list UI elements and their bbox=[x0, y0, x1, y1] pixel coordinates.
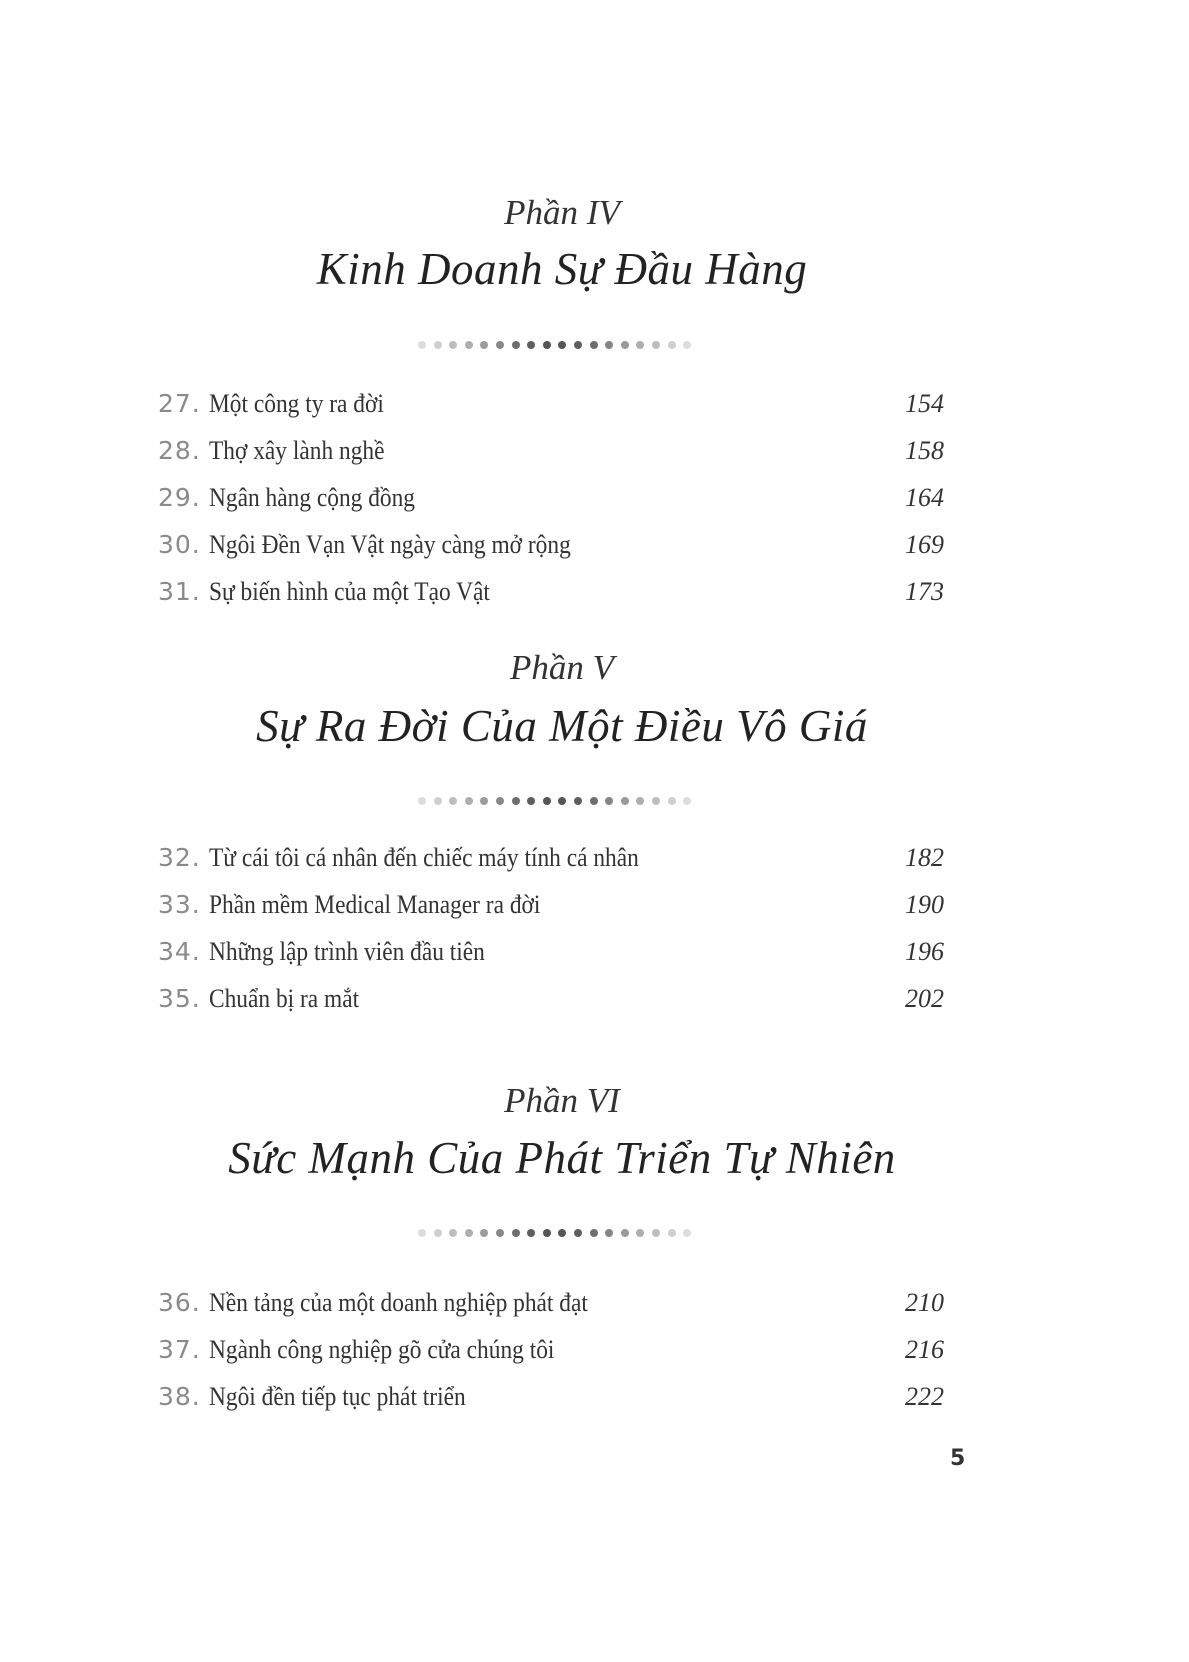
divider-dot bbox=[449, 341, 457, 349]
toc-entry[interactable] bbox=[158, 1373, 944, 1420]
chapter-title: Thợ xây lành nghề bbox=[208, 435, 385, 465]
chapter-page: 158 bbox=[905, 435, 944, 465]
chapter-page: 154 bbox=[905, 388, 944, 418]
divider-dot bbox=[543, 797, 551, 805]
divider-dot bbox=[465, 341, 473, 349]
chapter-number: 37. bbox=[158, 1335, 201, 1364]
toc-entry[interactable] bbox=[158, 521, 944, 568]
chapter-number: 34. bbox=[158, 937, 201, 966]
divider-dot bbox=[465, 1229, 473, 1237]
divider-dot bbox=[449, 797, 457, 805]
chapter-title: Ngành công nghiệp gõ cửa chúng tôi bbox=[208, 1334, 555, 1364]
dot-divider bbox=[418, 1229, 691, 1237]
toc-entry[interactable] bbox=[158, 380, 944, 427]
chapter-page: 173 bbox=[905, 576, 944, 606]
divider-dot bbox=[590, 1229, 598, 1237]
chapter-number: 29. bbox=[158, 483, 201, 512]
chapter-number: 35. bbox=[158, 984, 201, 1013]
part-label: Phần V bbox=[509, 648, 614, 687]
divider-dot bbox=[652, 797, 660, 805]
divider-dot bbox=[590, 797, 598, 805]
chapter-title: Những lập trình viên đầu tiên bbox=[208, 936, 485, 966]
part-title: Sức Mạnh Của Phát Triển Tự Nhiên bbox=[228, 1133, 896, 1183]
part-title: Kinh Doanh Sự Đầu Hàng bbox=[316, 244, 808, 294]
toc-entry[interactable] bbox=[158, 474, 944, 521]
divider-dot bbox=[527, 341, 535, 349]
chapter-title: Ngôi đền tiếp tục phát triển bbox=[208, 1381, 466, 1411]
divider-dot bbox=[683, 797, 691, 805]
divider-dot bbox=[636, 1229, 644, 1237]
divider-dot bbox=[496, 797, 504, 805]
divider-dot bbox=[636, 797, 644, 805]
toc-entry[interactable] bbox=[158, 928, 944, 975]
divider-dot bbox=[668, 797, 676, 805]
chapter-number: 32. bbox=[158, 843, 201, 872]
chapter-page: 190 bbox=[905, 889, 944, 919]
part-label: Phần IV bbox=[504, 193, 620, 232]
divider-dot bbox=[496, 341, 504, 349]
chapter-title: Sự biến hình của một Tạo Vật bbox=[208, 576, 490, 606]
dot-divider bbox=[418, 341, 691, 349]
divider-dot bbox=[512, 341, 520, 349]
chapter-number: 28. bbox=[158, 436, 201, 465]
chapter-number: 36. bbox=[158, 1288, 201, 1317]
divider-dot bbox=[496, 1229, 504, 1237]
divider-dot bbox=[621, 341, 629, 349]
divider-dot bbox=[621, 797, 629, 805]
divider-dot bbox=[480, 1229, 488, 1237]
chapter-page: 222 bbox=[905, 1381, 944, 1411]
page-number: 5 bbox=[950, 1446, 966, 1471]
divider-dot bbox=[574, 797, 582, 805]
chapter-number: 33. bbox=[158, 890, 201, 919]
divider-dot bbox=[512, 797, 520, 805]
chapter-title: Phần mềm Medical Manager ra đời bbox=[208, 889, 541, 919]
chapter-title: Nền tảng của một doanh nghiệp phát đạt bbox=[208, 1287, 588, 1317]
divider-dot bbox=[558, 341, 566, 349]
chapter-number: 38. bbox=[158, 1382, 201, 1411]
divider-dot bbox=[605, 797, 613, 805]
chapter-title: Ngân hàng cộng đồng bbox=[208, 482, 415, 512]
divider-dot bbox=[636, 341, 644, 349]
divider-dot bbox=[683, 341, 691, 349]
divider-dot bbox=[480, 797, 488, 805]
chapter-page: 169 bbox=[905, 529, 944, 559]
chapter-list bbox=[158, 380, 944, 615]
toc-entry[interactable] bbox=[158, 1279, 944, 1326]
divider-dot bbox=[543, 341, 551, 349]
divider-dot bbox=[465, 797, 473, 805]
divider-dot bbox=[418, 341, 426, 349]
part-title: Sự Ra Đời Của Một Điều Vô Giá bbox=[256, 701, 868, 751]
divider-dot bbox=[590, 341, 598, 349]
divider-dot bbox=[558, 797, 566, 805]
chapter-page: 196 bbox=[905, 936, 944, 966]
toc-entry[interactable] bbox=[158, 1326, 944, 1373]
part-label: Phần VI bbox=[504, 1081, 620, 1120]
divider-dot bbox=[512, 1229, 520, 1237]
divider-dot bbox=[449, 1229, 457, 1237]
dot-divider bbox=[418, 797, 691, 805]
chapter-list bbox=[158, 834, 944, 1022]
divider-dot bbox=[574, 341, 582, 349]
chapter-number: 27. bbox=[158, 389, 201, 418]
chapter-title: Một công ty ra đời bbox=[208, 388, 384, 418]
divider-dot bbox=[434, 341, 442, 349]
toc-entry[interactable] bbox=[158, 881, 944, 928]
divider-dot bbox=[558, 1229, 566, 1237]
divider-dot bbox=[652, 1229, 660, 1237]
divider-dot bbox=[480, 341, 488, 349]
chapter-page: 210 bbox=[905, 1287, 944, 1317]
divider-dot bbox=[668, 341, 676, 349]
divider-dot bbox=[621, 1229, 629, 1237]
divider-dot bbox=[683, 1229, 691, 1237]
divider-dot bbox=[652, 341, 660, 349]
divider-dot bbox=[574, 1229, 582, 1237]
chapter-page: 182 bbox=[905, 842, 944, 872]
divider-dot bbox=[527, 797, 535, 805]
chapter-title: Chuẩn bị ra mắt bbox=[208, 983, 359, 1013]
divider-dot bbox=[527, 1229, 535, 1237]
toc-entry[interactable] bbox=[158, 975, 944, 1022]
divider-dot bbox=[434, 1229, 442, 1237]
chapter-number: 31. bbox=[158, 577, 201, 606]
chapter-list bbox=[158, 1279, 944, 1420]
chapter-page: 164 bbox=[905, 482, 944, 512]
divider-dot bbox=[434, 797, 442, 805]
chapter-page: 202 bbox=[905, 983, 944, 1013]
divider-dot bbox=[668, 1229, 676, 1237]
chapter-number: 30. bbox=[158, 530, 201, 559]
divider-dot bbox=[605, 341, 613, 349]
chapter-page: 216 bbox=[905, 1334, 944, 1364]
divider-dot bbox=[418, 1229, 426, 1237]
divider-dot bbox=[605, 1229, 613, 1237]
divider-dot bbox=[543, 1229, 551, 1237]
chapter-title: Ngôi Đền Vạn Vật ngày càng mở rộng bbox=[208, 529, 571, 559]
toc-entry[interactable] bbox=[158, 834, 944, 881]
toc-entry[interactable] bbox=[158, 568, 944, 615]
divider-dot bbox=[418, 797, 426, 805]
chapter-title: Từ cái tôi cá nhân đến chiếc máy tính cá nhân bbox=[208, 842, 639, 872]
toc-entry[interactable] bbox=[158, 427, 944, 474]
